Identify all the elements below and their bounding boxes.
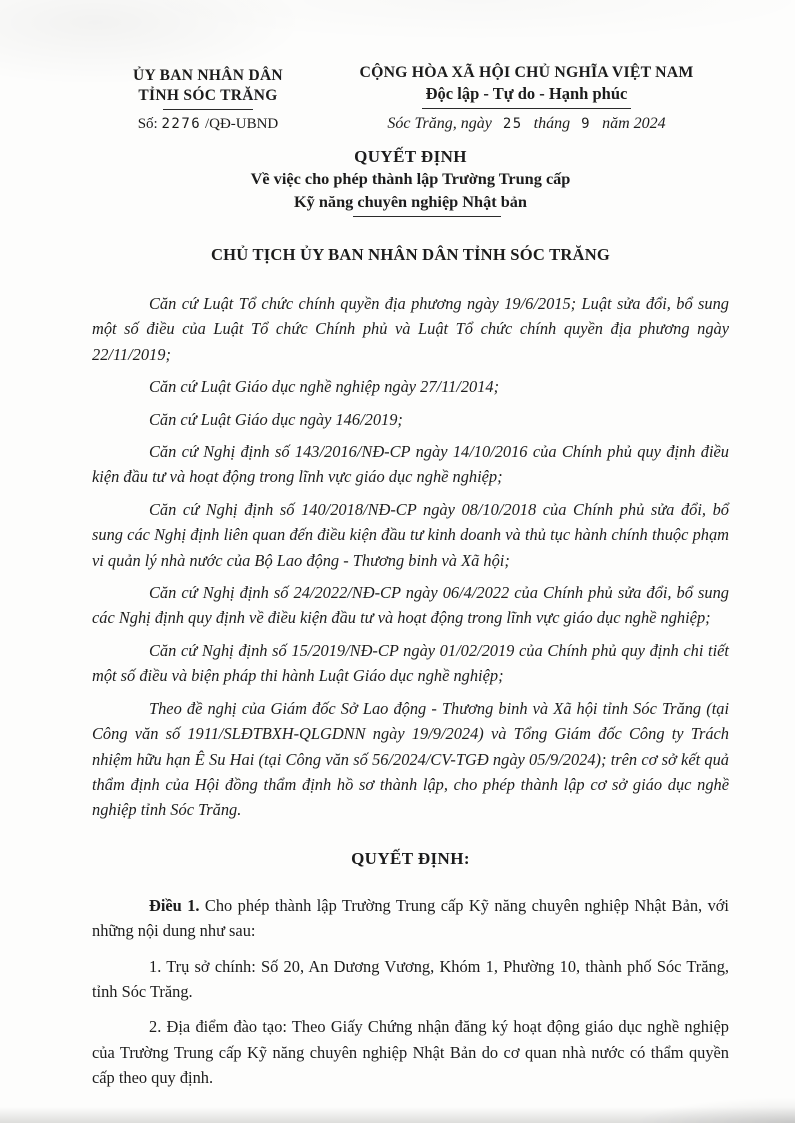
date-month-word: tháng <box>533 115 571 132</box>
preamble-paragraph: Căn cứ Nghị định số 143/2016/NĐ-CP ngày 14/10/2016 của Chính phủ quy định điều kiện đầu tư và hoạt động trong lĩnh vực giáo dục nghề nghiệp; <box>92 442 729 487</box>
date-month-value: 9 <box>581 116 592 132</box>
document-title-block <box>92 147 729 217</box>
preamble-paragraph: Căn cứ Luật Giáo dục nghề nghiệp ngày 27/11/2014; <box>149 377 500 397</box>
authority-underline <box>163 109 253 110</box>
national-header-block <box>324 64 729 133</box>
document-number-line <box>92 116 324 133</box>
date-day-value: 25 <box>502 116 523 132</box>
date-place-prefix: Sóc Trăng, ngày <box>387 115 492 132</box>
authority-name-line1: ỦY BAN NHÂN DÂN <box>133 67 283 84</box>
preamble-paragraph: Theo đề nghị của Giám đốc Sở Lao động - Thương binh và Xã hội tỉnh Sóc Trăng (tại Công văn số 1911/SLĐTBXH-QLGDNN ngày 19/9/2024) và Tổng Giám đốc Công ty Trách nhiệm hữu hạn Ê Su Hai (tại Công văn số 56/2024/CV-TGĐ ngày 05/9/2024); trên cơ sở kết quả thẩm định của Hội đồng thẩm định hồ sơ thành lập, cho phép thành lập cơ sở giáo dục nghề nghiệp tỉnh Sóc Trăng. <box>92 698 729 820</box>
scan-corner-shadow <box>635 1097 795 1123</box>
article-1-item-1: 1. Trụ sở chính: Số 20, An Dương Vương, Khóm 1, Phường 10, thành phố Sóc Trăng, tỉnh Sóc Trăng. <box>92 956 729 1001</box>
article-1-label: Điều 1. <box>149 895 205 915</box>
article-1-text: Cho phép thành lập Trường Trung cấp Kỹ năng chuyên nghiệp Nhật Bản, với những nội dung như sau: <box>92 895 729 941</box>
article-1-paragraph <box>92 893 729 944</box>
country-title-line: CỘNG HÒA XÃ HỘI CHỦ NGHĨA VIỆT NAM <box>359 64 694 81</box>
national-motto-line: Độc lập - Tự do - Hạnh phúc <box>422 82 632 109</box>
date-year-suffix: năm 2024 <box>602 115 666 132</box>
document-subject-line1: Về việc cho phép thành lập Trường Trung cấp <box>250 169 571 188</box>
authority-name-line2: TỈNH SÓC TRĂNG <box>138 87 278 104</box>
preamble-section <box>92 291 729 823</box>
preamble-paragraph: Căn cứ Nghị định số 24/2022/NĐ-CP ngày 06/4/2022 của Chính phủ sửa đổi, bổ sung các Nghị định quy định về điều kiện đầu tư và hoạt động trong lĩnh vực giáo dục nghề nghiệp; <box>92 583 729 628</box>
preamble-paragraph: Căn cứ Nghị định số 140/2018/NĐ-CP ngày 08/10/2018 của Chính phủ sửa đổi, bổ sung các Nghị định liên quan đến điều kiện đầu tư kinh doanh và thủ tục hành chính thuộc phạm vi quản lý nhà nước của Bộ Lao động - Thương binh và Xã hội; <box>92 499 729 570</box>
preamble-paragraph: Căn cứ Luật Giáo dục ngày 146/2019; <box>149 409 403 429</box>
document-type-title: QUYẾT ĐỊNH <box>354 147 467 166</box>
issuing-authority-block <box>92 64 324 133</box>
issuer-heading: CHỦ TỊCH ỦY BAN NHÂN DÂN TỈNH SÓC TRĂNG <box>210 245 611 264</box>
title-underline <box>353 216 501 217</box>
document-subject-line2: Kỹ năng chuyên nghiệp Nhật bản <box>294 192 527 211</box>
document-number-suffix: /QĐ-UBND <box>204 116 279 132</box>
decision-heading: QUYẾT ĐỊNH: <box>351 848 470 868</box>
article-1-item-2: 2. Địa điểm đào tạo: Theo Giấy Chứng nhận đăng ký hoạt động giáo dục nghề nghiệp của Trường Trung cấp Kỹ năng chuyên nghiệp Nhật Bản do cơ quan nhà nước có thẩm quyền cấp theo quy định. <box>92 1017 729 1088</box>
document-number-label: Số: <box>137 116 158 132</box>
preamble-paragraph: Căn cứ Nghị định số 15/2019/NĐ-CP ngày 01/02/2019 của Chính phủ quy định chi tiết một số điều và biện pháp thi hành Luật Giáo dục nghề nghiệp; <box>92 640 729 686</box>
preamble-paragraph: Căn cứ Luật Tổ chức chính quyền địa phương ngày 19/6/2015; Luật sửa đổi, bổ sung một số điều của Luật Tổ chức Chính phủ và Luật Tổ chức chính quyền địa phương ngày 22/11/2019; <box>92 294 729 364</box>
place-and-date-line <box>324 115 729 133</box>
document-number-value: 2276 <box>161 116 202 132</box>
document-header <box>92 64 729 133</box>
